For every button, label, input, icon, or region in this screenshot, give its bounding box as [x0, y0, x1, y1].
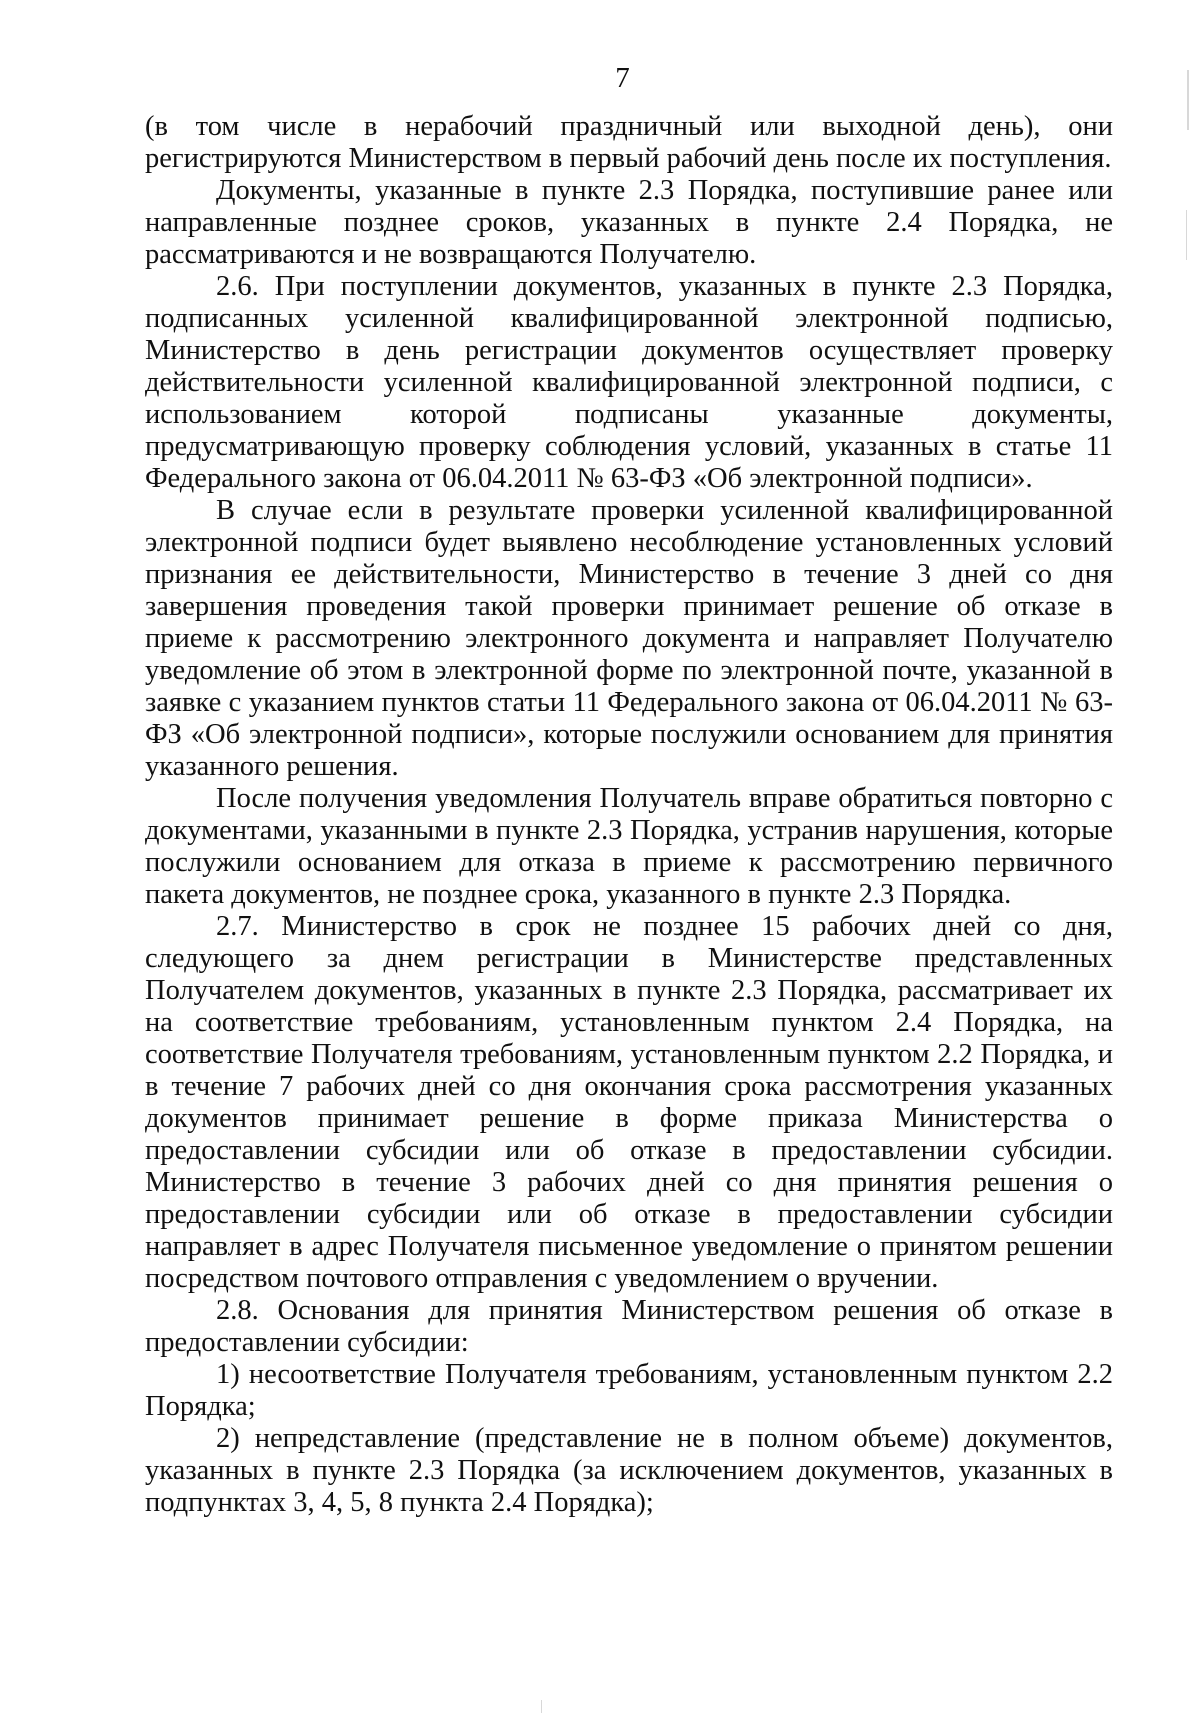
paragraph-signature-check: В случае если в результате проверки усиленной квалифицированной электронной подписи будет выявлено несоблюдение установленных условий признания ее действительности, Министерство в течение 3 дней со дня завершения проведения такой проверки принимает решение об отказе в приеме к рассмотрению электронного документа и направляет Получателю уведомление об этом в электронной форме по электронной почте, указанной в заявке с указанием пунктов статьи 11 Федерального закона от 06.04.2011 № 63-ФЗ «Об электронной подписи», которые послужили основанием для принятия указанного решения. [145, 495, 1113, 782]
page-number: 7 [615, 62, 630, 94]
scan-fold-mark-bottom [541, 1700, 542, 1713]
list-item-2: 2) непредставление (представление не в полном объеме) документов, указанных в пункте 2.3 Порядка (за исключением документов, указанных в подпунктах 3, 4, 5, 8 пункта 2.4 Порядка); [145, 1423, 1113, 1518]
document-body [145, 111, 1113, 1519]
paragraph-clause-2-8: 2.8. Основания для принятия Министерством решения об отказе в предоставлении субсидии: [145, 1295, 1113, 1358]
paragraph-documents-not-considered: Документы, указанные в пункте 2.3 Порядка, поступившие ранее или направленные позднее сроков, указанных в пункте 2.4 Порядка, не рассматриваются и не возвращаются Получателю. [145, 175, 1113, 270]
paragraph-resubmission: После получения уведомления Получатель вправе обратиться повторно с документами, указанными в пункте 2.3 Порядка, устранив нарушения, которые послужили основанием для отказа в приеме к рассмотрению первичного пакета документов, не позднее срока, указанного в пункте 2.3 Порядка. [145, 783, 1113, 910]
list-item-1: 1) несоответствие Получателя требованиям, установленным пунктом 2.2 Порядка; [145, 1359, 1113, 1422]
scan-edge-mark-middle [1186, 210, 1187, 260]
paragraph-clause-2-6: 2.6. При поступлении документов, указанных в пункте 2.3 Порядка, подписанных усиленной квалифицированной электронной подписью, Министерство в день регистрации документов осуществляет проверку действительности усиленной квалифицированной электронной подписи, с использованием которой подписаны указанные документы, предусматривающую проверку соблюдения условий, указанных в статье 11 Федерального закона от 06.04.2011 № 63-ФЗ «Об электронной подписи». [145, 271, 1113, 494]
paragraph-continuation: (в том числе в нерабочий праздничный или выходной день), они регистрируются Министерством в первый рабочий день после их поступления. [145, 111, 1113, 174]
scan-edge-mark-top [1187, 70, 1189, 130]
paragraph-clause-2-7: 2.7. Министерство в срок не позднее 15 рабочих дней со дня, следующего за днем регистрации в Министерстве представленных Получателем документов, указанных в пункте 2.3 Порядка, рассматривает их на соответствие требованиям, установленным пунктом 2.4 Порядка, на соответствие Получателя требованиям, установленным пунктом 2.2 Порядка, и в течение 7 рабочих дней со дня окончания срока рассмотрения указанных документов принимает решение в форме приказа Министерства о предоставлении субсидии или об отказе в предоставлении субсидии. Министерство в течение 3 рабочих дней со дня принятия решения о предоставлении субсидии или об отказе в предоставлении субсидии направляет в адрес Получателя письменное уведомление о принятом решении посредством почтового отправления с уведомлением о вручении. [145, 911, 1113, 1294]
